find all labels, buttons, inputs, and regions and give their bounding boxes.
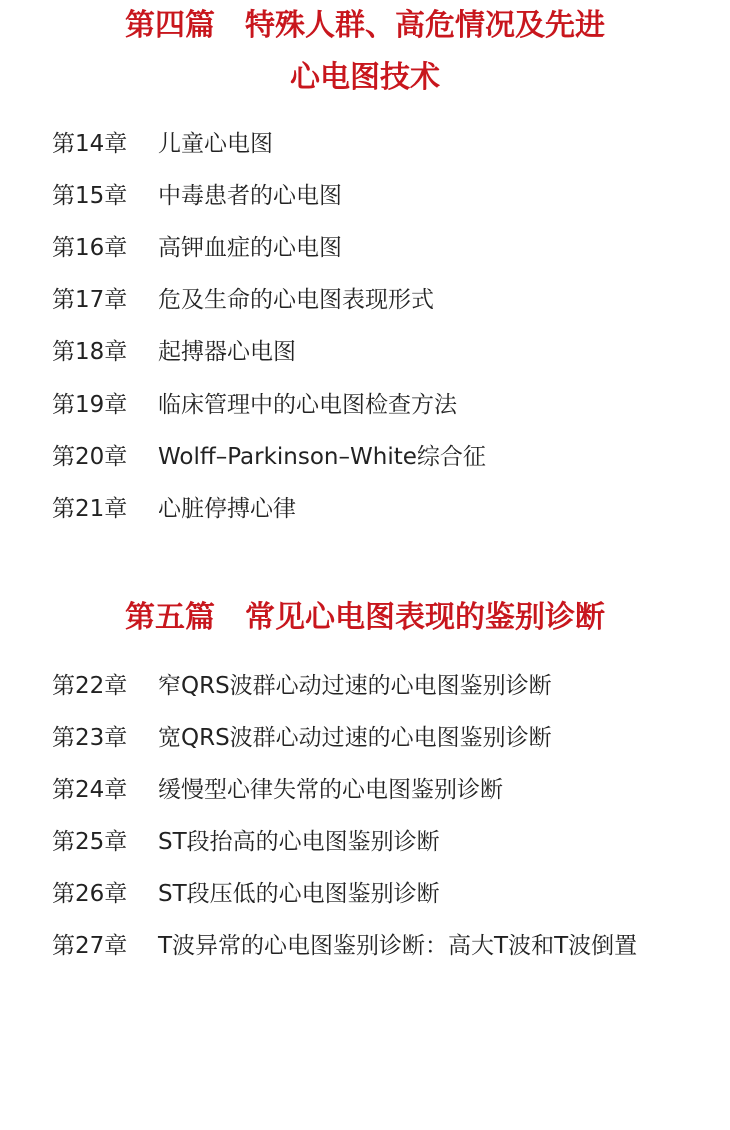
chapter-title: 宽QRS波群心动过速的心电图鉴别诊断 <box>158 725 552 751</box>
chapter-title: 窄QRS波群心动过速的心电图鉴别诊断 <box>158 673 552 699</box>
part-4-title-line-1: 第四篇 特殊人群、高危情况及先进 <box>125 8 605 43</box>
chapter-number: 第23章 <box>52 725 128 751</box>
chapter-entry-17[interactable] <box>52 280 692 320</box>
chapter-number: 第19章 <box>52 392 128 418</box>
chapter-number: 第14章 <box>52 131 128 157</box>
chapter-number: 第25章 <box>52 829 128 855</box>
chapter-title: 心脏停搏心律 <box>158 496 296 522</box>
chapter-entry-26[interactable] <box>52 874 692 914</box>
chapter-number: 第20章 <box>52 444 128 470</box>
chapter-entry-25[interactable] <box>52 822 692 862</box>
chapter-title: 高钾血症的心电图 <box>158 235 342 261</box>
chapter-entry-20[interactable] <box>52 437 692 477</box>
chapter-title: Wolff–Parkinson–White综合征 <box>158 444 486 470</box>
chapter-entry-16[interactable] <box>52 228 692 268</box>
chapter-entry-22[interactable] <box>52 666 692 706</box>
chapter-number: 第21章 <box>52 496 128 522</box>
chapter-entry-15[interactable] <box>52 176 692 216</box>
chapter-number: 第17章 <box>52 287 128 313</box>
chapter-title: ST段压低的心电图鉴别诊断 <box>158 881 440 907</box>
chapter-number: 第18章 <box>52 339 128 365</box>
chapter-title: 缓慢型心律失常的心电图鉴别诊断 <box>158 777 503 803</box>
chapter-title: 中毒患者的心电图 <box>158 183 342 209</box>
chapter-title: 危及生命的心电图表现形式 <box>158 287 434 313</box>
chapter-title: ST段抬高的心电图鉴别诊断 <box>158 829 440 855</box>
chapter-number: 第27章 <box>52 933 128 959</box>
chapter-number: 第16章 <box>52 235 128 261</box>
chapter-entry-24[interactable] <box>52 770 692 810</box>
chapter-number: 第22章 <box>52 673 128 699</box>
chapter-title: T波异常的心电图鉴别诊断：高大T波和T波倒置 <box>158 933 638 959</box>
chapter-number: 第26章 <box>52 881 128 907</box>
chapter-title: 起搏器心电图 <box>158 339 296 365</box>
chapter-entry-27[interactable] <box>52 926 692 1026</box>
chapter-entry-18[interactable] <box>52 332 692 372</box>
part-4-title-line-2: 心电图技术 <box>290 60 440 95</box>
chapter-entry-19[interactable] <box>52 385 692 425</box>
chapter-entry-23[interactable] <box>52 718 692 758</box>
chapter-number: 第15章 <box>52 183 128 209</box>
part-5-title: 第五篇 常见心电图表现的鉴别诊断 <box>125 600 605 635</box>
chapter-number: 第24章 <box>52 777 128 803</box>
chapter-title: 临床管理中的心电图检查方法 <box>158 392 457 418</box>
chapter-entry-21[interactable] <box>52 489 692 529</box>
chapter-title: 儿童心电图 <box>158 131 273 157</box>
chapter-entry-14[interactable] <box>52 124 692 164</box>
